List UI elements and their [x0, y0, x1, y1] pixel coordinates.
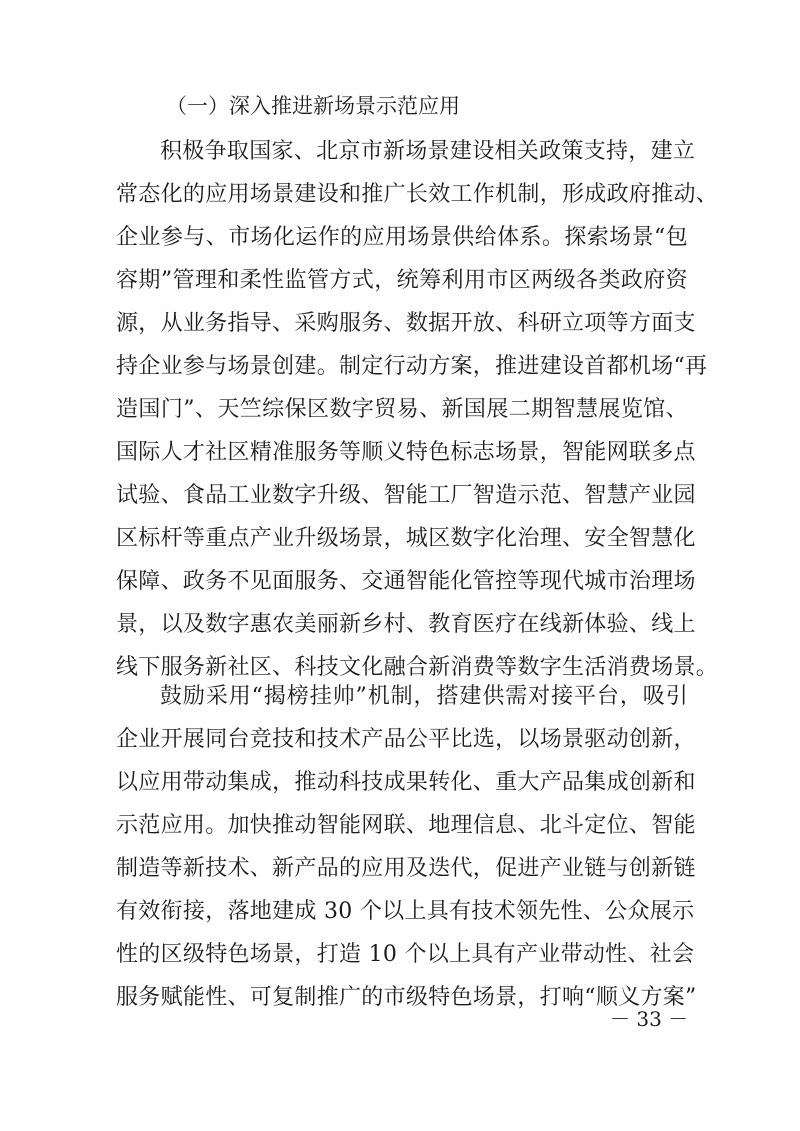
paragraph-line: 以应用带动集成，推动科技成果转化、重大产品集成创新和	[116, 770, 696, 795]
paragraph-line: 源，从业务指导、采购服务、数据开放、科研立项等方面支	[116, 311, 696, 336]
paragraph-line: 持企业参与场景创建。制定行动方案，推进建设首都机场“再	[116, 354, 708, 379]
paragraph-1	[116, 130, 719, 689]
paragraph-line: 鼓励采用“揭榜挂帅”机制，搭建供需对接平台，吸引	[160, 684, 688, 709]
paragraph-line: 景，以及数字惠农美丽新乡村、教育医疗在线新体验、线上	[116, 612, 696, 637]
section-heading: （一）深入推进新场景示范应用	[166, 94, 460, 118]
paragraph-line: 线下服务新社区、科技文化融合新消费等数字生活消费场景。	[116, 655, 719, 680]
paragraph-line: 服务赋能性、可复制推广的市级特色场景，打响“顺义方案”	[116, 985, 697, 1010]
paragraph-line: 示范应用。加快推动智能网联、地理信息、北斗定位、智能	[116, 813, 696, 838]
paragraph-line: 造国门”、天竺综保区数字贸易、新国展二期智慧展览馆、	[116, 397, 688, 422]
paragraph-line: 保障、政务不见面服务、交通智能化管控等现代城市治理场	[116, 569, 696, 594]
paragraph-line: 常态化的应用场景建设和推广长效工作机制，形成政府推动、	[116, 182, 719, 207]
paragraph-line: 有效衔接，落地建成 30 个以上具有技术领先性、公众展示	[116, 899, 695, 924]
paragraph-line: 试验、食品工业数字升级、智能工厂智造示范、智慧产业园	[116, 483, 696, 508]
paragraph-line: 企业参与、市场化运作的应用场景供给体系。探索场景“包	[116, 225, 688, 250]
paragraph-line: 国际人才社区精准服务等顺义特色标志场景，智能网联多点	[116, 440, 696, 465]
paragraph-line: 企业开展同台竞技和技术产品公平比选，以场景驱动创新，	[116, 727, 696, 752]
paragraph-line: 制造等新技术、新产品的应用及迭代，促进产业链与创新链	[116, 856, 696, 881]
page-number: － 33 －	[610, 1007, 689, 1031]
paragraph-line: 容期”管理和柔性监管方式，统筹利用市区两级各类政府资	[116, 268, 688, 293]
paragraph-line: 区标杆等重点产业升级场景，城区数字化治理、安全智慧化	[116, 526, 696, 551]
paragraph-line: 积极争取国家、北京市新场景建设相关政策支持，建立	[160, 139, 696, 164]
paragraph-line: 性的区级特色场景，打造 10 个以上具有产业带动性、社会	[116, 942, 695, 967]
